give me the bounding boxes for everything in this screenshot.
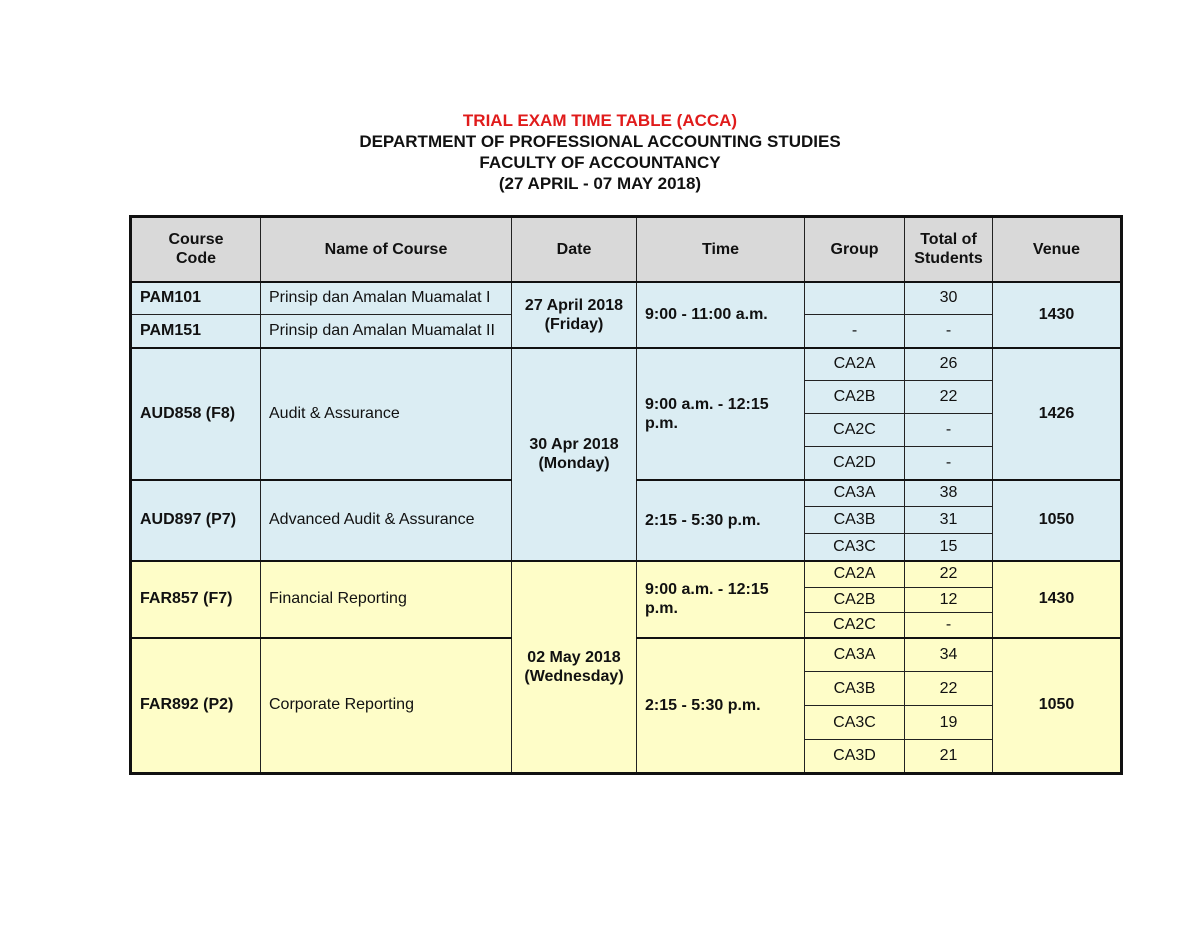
total-students: 31 — [905, 507, 993, 534]
group: CA3B — [805, 507, 905, 534]
col-time: Time — [637, 217, 805, 282]
exam-date: 02 May 2018 (Wednesday) — [512, 561, 637, 774]
group: CA3B — [805, 672, 905, 706]
exam-date: 30 Apr 2018 (Monday) — [512, 348, 637, 561]
course-name: Prinsip dan Amalan Muamalat I — [261, 282, 512, 315]
total-students: 15 — [905, 534, 993, 561]
faculty-name: FACULTY OF ACCOUNTANCY — [479, 153, 721, 172]
exam-timetable — [129, 215, 1123, 775]
course-code: FAR892 (P2) — [131, 638, 261, 774]
course-name: Advanced Audit & Assurance — [261, 480, 512, 561]
venue: 1430 — [993, 282, 1122, 348]
exam-time: 9:00 a.m. - 12:15 p.m. — [637, 561, 805, 638]
col-date: Date — [512, 217, 637, 282]
department-name: DEPARTMENT OF PROFESSIONAL ACCOUNTING STUDIES — [359, 132, 841, 151]
group: CA2C — [805, 613, 905, 638]
table-header-row — [131, 217, 1122, 282]
total-students: 22 — [905, 672, 993, 706]
group: CA3A — [805, 480, 905, 507]
course-code: AUD897 (P7) — [131, 480, 261, 561]
exam-time: 2:15 - 5:30 p.m. — [637, 480, 805, 561]
group: CA2B — [805, 588, 905, 613]
course-name: Audit & Assurance — [261, 348, 512, 480]
group: CA2A — [805, 348, 905, 381]
exam-time: 9:00 - 11:00 a.m. — [637, 282, 805, 348]
col-venue: Venue — [993, 217, 1122, 282]
exam-time: 9:00 a.m. - 12:15 p.m. — [637, 348, 805, 480]
total-students: 21 — [905, 740, 993, 774]
group: - — [805, 315, 905, 348]
table-row — [131, 282, 1122, 315]
exam-date: 27 April 2018 (Friday) — [512, 282, 637, 348]
venue: 1430 — [993, 561, 1122, 638]
group — [805, 282, 905, 315]
group: CA2B — [805, 381, 905, 414]
course-name: Prinsip dan Amalan Muamalat II — [261, 315, 512, 348]
total-students: 26 — [905, 348, 993, 381]
venue: 1426 — [993, 348, 1122, 480]
col-course-name: Name of Course — [261, 217, 512, 282]
document-title: TRIAL EXAM TIME TABLE (ACCA) — [462, 111, 738, 130]
group: CA3D — [805, 740, 905, 774]
group: CA3C — [805, 534, 905, 561]
total-students: 22 — [905, 381, 993, 414]
col-total-students: Total of Students — [905, 217, 993, 282]
total-students: 12 — [905, 588, 993, 613]
table-row — [131, 348, 1122, 381]
course-code: PAM151 — [131, 315, 261, 348]
venue: 1050 — [993, 480, 1122, 561]
course-name: Corporate Reporting — [261, 638, 512, 774]
table-row — [131, 561, 1122, 588]
group: CA3A — [805, 638, 905, 672]
venue: 1050 — [993, 638, 1122, 774]
course-code: PAM101 — [131, 282, 261, 315]
total-students: - — [905, 414, 993, 447]
total-students: 19 — [905, 706, 993, 740]
total-students: - — [905, 447, 993, 480]
group: CA2A — [805, 561, 905, 588]
group: CA3C — [805, 706, 905, 740]
document-header — [0, 110, 1200, 194]
course-name: Financial Reporting — [261, 561, 512, 638]
total-students: - — [905, 613, 993, 638]
group: CA2D — [805, 447, 905, 480]
course-code: AUD858 (F8) — [131, 348, 261, 480]
exam-time: 2:15 - 5:30 p.m. — [637, 638, 805, 774]
total-students: 22 — [905, 561, 993, 588]
total-students: 30 — [905, 282, 993, 315]
total-students: 34 — [905, 638, 993, 672]
total-students: - — [905, 315, 993, 348]
total-students: 38 — [905, 480, 993, 507]
exam-period: (27 APRIL - 07 MAY 2018) — [498, 174, 702, 193]
course-code: FAR857 (F7) — [131, 561, 261, 638]
col-course-code: Course Code — [131, 217, 261, 282]
col-group: Group — [805, 217, 905, 282]
group: CA2C — [805, 414, 905, 447]
